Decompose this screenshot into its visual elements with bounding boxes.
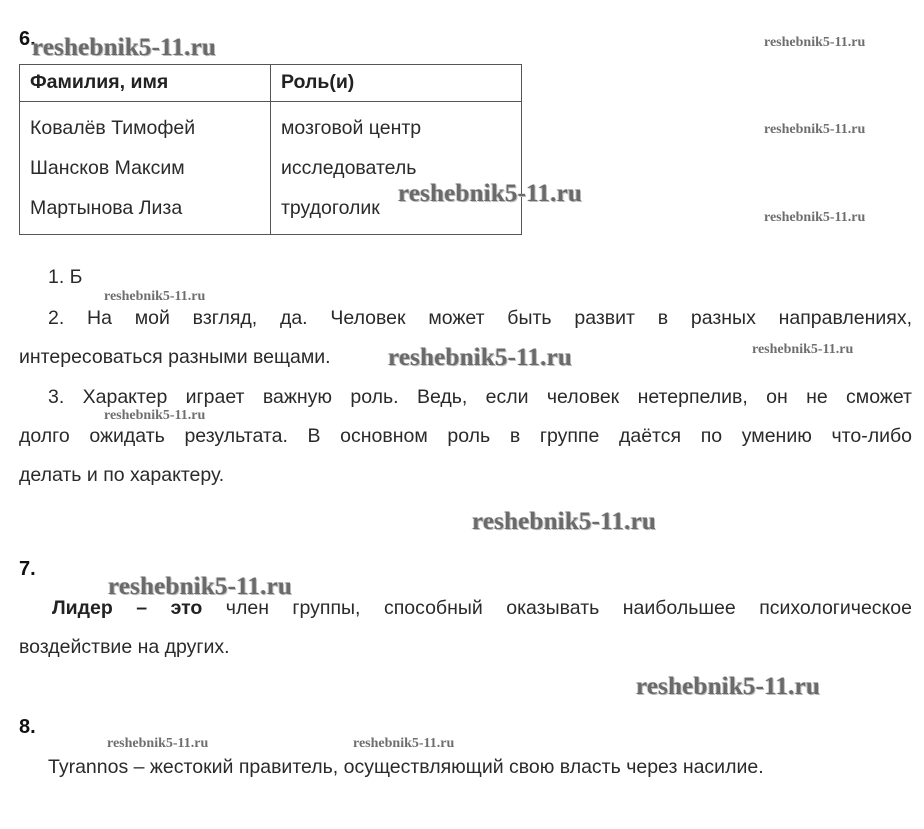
answer-2-line-1: 2. На мой взгляд, да. Человек может быть развит в разных направлениях, [48,307,912,329]
watermark-logo: reshebnik5-11.ru [108,573,293,600]
table-row [20,102,522,149]
watermark-logo: reshebnik5-11.ru [104,289,206,304]
answer-3-line-1: 3. Характер играет важную роль. Ведь, если человек нетерпелив, он не сможет [48,386,912,408]
roles-table [19,64,522,235]
header-name: Фамилия, имя [20,65,271,102]
watermark-logo: reshebnik5-11.ru [764,35,866,50]
watermark-logo: reshebnik5-11.ru [353,736,455,751]
task-8-text: Tyrannos – жестокий правитель, осуществляющий свою власть через насилие. [48,756,764,778]
watermark-logo: reshebnik5-11.ru [472,508,657,535]
cell-name: Ковалёв Тимофей [20,102,271,149]
answer-2-line-2: интересоваться разными вещами. [19,346,331,368]
cell-role: трудоголик [271,188,522,235]
definition-text: член группы, способный оказывать наибольшее психологическое [202,597,912,619]
answer-3-line-2: долго ожидать результата. В основном роль в группе даётся по умению что-либо [19,425,912,447]
task-6-number: 6. [19,28,36,50]
answer-3 [19,378,912,495]
watermark-logo: reshebnik5-11.ru [32,34,217,61]
cell-name: Шансков Максим [20,148,271,188]
watermark-logo: reshebnik5-11.ru [388,344,573,371]
watermark-logo: reshebnik5-11.ru [107,736,209,751]
watermark-logo: reshebnik5-11.ru [398,180,583,207]
watermark-logo: reshebnik5-11.ru [764,122,866,137]
header-role: Роль(и) [271,65,522,102]
watermark-logo: reshebnik5-11.ru [764,210,866,225]
table-header-row [20,65,522,102]
cell-name: Мартынова Лиза [20,188,271,235]
cell-role: мозговой центр [271,102,522,149]
watermark-logo: reshebnik5-11.ru [752,342,854,357]
watermark-logo: reshebnik5-11.ru [636,673,821,700]
task-7-number: 7. [19,558,36,580]
term-leader: Лидер – это [52,597,203,619]
answer-3-line-3: делать и по характеру. [19,464,225,486]
answer-1: 1. Б [48,266,83,288]
task-8-number: 8. [19,716,36,738]
watermark-logo: reshebnik5-11.ru [104,408,206,423]
definition-line-2: воздействие на других. [19,636,230,658]
cell-role: исследователь [271,148,522,188]
